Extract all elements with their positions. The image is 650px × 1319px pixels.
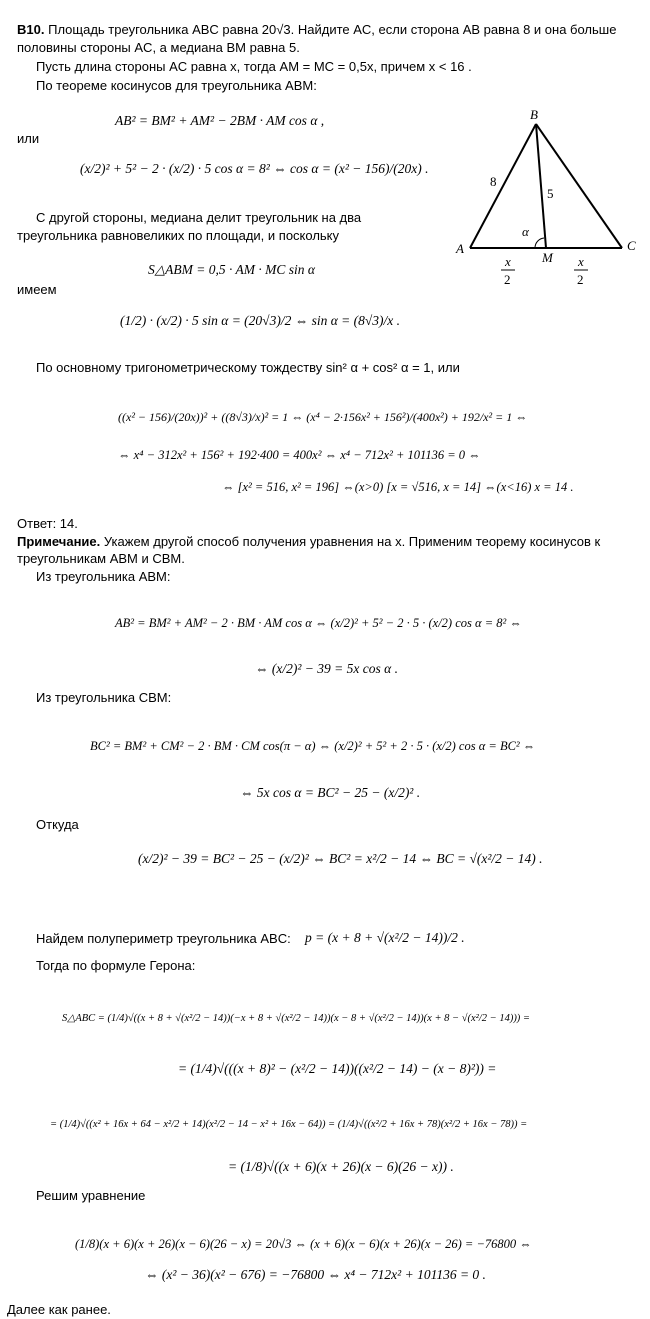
semiperimeter-line: Найдем полупериметр треугольника ABC: <box>36 931 291 946</box>
angle-arc <box>535 238 544 248</box>
problem-text-1: Площадь треугольника ABC равна 20√3. Найдите AC, если сторона AB равна 8 и она больше <box>48 22 617 37</box>
label-c: C <box>627 238 636 253</box>
heron-line: Тогда по формуле Герона: <box>36 958 196 973</box>
eq-abm-1: AB² = BM² + AM² − 2 · BM · AM cos α ⇔ (x/2)² + 5² − 2 · 5 · (x/2) cos α = 8² ⇔ <box>115 616 522 630</box>
have-label: имеем <box>17 282 57 297</box>
further-line: Далее как ранее. <box>7 1302 111 1317</box>
eq-semiperimeter: p = (x + 8 + √(x²/2 − 14))/2 . <box>305 930 465 945</box>
or-label: или <box>17 131 40 146</box>
eq-heron-1: S△ABC = (1/4)√((x + 8 + √(x²/2 − 14))(−x + 8 + √(x²/2 − 14))(x − 8 + √(x²/2 − 14))(x + 8 − √(x²/2 − 14))) = <box>62 1013 531 1024</box>
eq-bc: (x/2)² − 39 = BC² − 25 − (x/2)² ⇔ BC² = x²/2 − 14 ⇔ BC = √(x²/2 − 14) . <box>138 851 543 866</box>
eq-cbm-1: BC² = BM² + CM² − 2 · BM · CM cos(π − α) ⇔ (x/2)² + 5² + 2 · 5 · (x/2) cos α = BC² ⇔ <box>90 739 536 753</box>
eq-solve-2: ⇔ (x² − 36)(x² − 676) = −76800 ⇔ x⁴ − 712x² + 101136 = 0 . <box>145 1267 486 1282</box>
eq-system: ⇔ [x² = 516, x² = 196] ⇔(x>0) [x = √516, x = 14] ⇔(x<16) x = 14 . <box>222 480 574 494</box>
label-b: B <box>530 107 538 122</box>
eq-sin: (1/2) · (x/2) · 5 sin α = (20√3)/2 ⇔ sin α = (8√3)/x . <box>120 313 401 328</box>
label-am-den: 2 <box>504 272 511 287</box>
label-a: A <box>456 241 464 256</box>
label-am-num: x <box>505 254 511 269</box>
eq-identity-2: ⇔ x⁴ − 312x² + 156² + 192·400 = 400x² ⇔ x⁴ − 712x² + 101136 = 0 ⇔ <box>118 448 481 462</box>
median-bm <box>536 124 546 248</box>
problem-id: В10. <box>17 22 45 37</box>
problem-statement-line-2: половины стороны AC, а медиана BM равна 5. <box>17 40 300 55</box>
label-side-8: 8 <box>490 174 497 189</box>
eq-cosine-theorem: AB² = BM² + AM² − 2BM · AM cos α , <box>115 113 325 128</box>
label-m: M <box>542 250 553 265</box>
from-cbm: Из треугольника CBM: <box>36 690 172 705</box>
eq-abm-2: ⇔ (x/2)² − 39 = 5x cos α . <box>255 661 398 676</box>
whence: Откуда <box>36 817 79 832</box>
median-line-2: треугольника равновеликих по площади, и поскольку <box>17 228 340 243</box>
from-abm: Из треугольника ABM: <box>36 569 171 584</box>
eq-identity-1: ((x² − 156)/(20x))² + ((8√3)/x)² = 1 ⇔ (x⁴ − 2·156x² + 156²)/(400x²) + 192/x² = 1 ⇔ <box>118 410 528 424</box>
triangle-figure <box>452 104 642 294</box>
note-title: Примечание. <box>17 534 101 549</box>
median-line-1: С другой стороны, медиана делит треугольник на два <box>36 210 362 225</box>
note-line-1 <box>17 534 600 550</box>
eq-heron-3: = (1/4)√((x² + 16x + 64 − x²/2 + 14)(x²/2 − 14 − x² + 16x − 64)) = (1/4)√((x²/2 + 16x + 78)(x²/2 + 16x − 78)) = <box>50 1119 528 1130</box>
eq-heron-4: = (1/8)√((x + 6)(x + 26)(x − 6)(26 − x)) . <box>228 1159 454 1174</box>
label-alpha: α <box>522 224 529 239</box>
let-line: Пусть длина стороны AC равна x, тогда AM = MC = 0,5x, причем x < 16 . <box>36 59 472 74</box>
label-mc-num: x <box>578 254 584 269</box>
problem-statement-line-1 <box>17 22 616 38</box>
note-line-2: треугольникам ABM и CBM. <box>17 551 185 566</box>
eq-cbm-2: ⇔ 5x cos α = BC² − 25 − (x/2)² . <box>240 785 421 800</box>
label-mc-den: 2 <box>577 272 584 287</box>
eq-solve-1: (1/8)(x + 6)(x + 26)(x − 6)(26 − x) = 20√3 ⇔ (x + 6)(x − 6)(x + 26)(x − 26) = −76800 ⇔ <box>75 1237 532 1251</box>
identity-line: По основному тригонометрическому тождеству sin² α + cos² α = 1, или <box>36 360 460 375</box>
answer: Ответ: 14. <box>17 516 78 531</box>
eq-cos-derived: (x/2)² + 5² − 2 · (x/2) · 5 cos α = 8² ⇔ cos α = (x² − 156)/(20x) . <box>80 161 429 176</box>
label-median-5: 5 <box>547 186 554 201</box>
eq-heron-2: = (1/4)√(((x + 8)² − (x²/2 − 14))((x²/2 − 14) − (x − 8)²)) = <box>178 1061 497 1076</box>
note-text-1: Укажем другой способ получения уравнения на x. Применим теорему косинусов к <box>100 534 601 549</box>
cosine-theorem-line: По теореме косинусов для треугольника ABM: <box>36 78 317 93</box>
eq-area-abm: S△ABM = 0,5 · AM · MC sin α <box>148 262 315 277</box>
solve-line: Решим уравнение <box>36 1188 146 1203</box>
